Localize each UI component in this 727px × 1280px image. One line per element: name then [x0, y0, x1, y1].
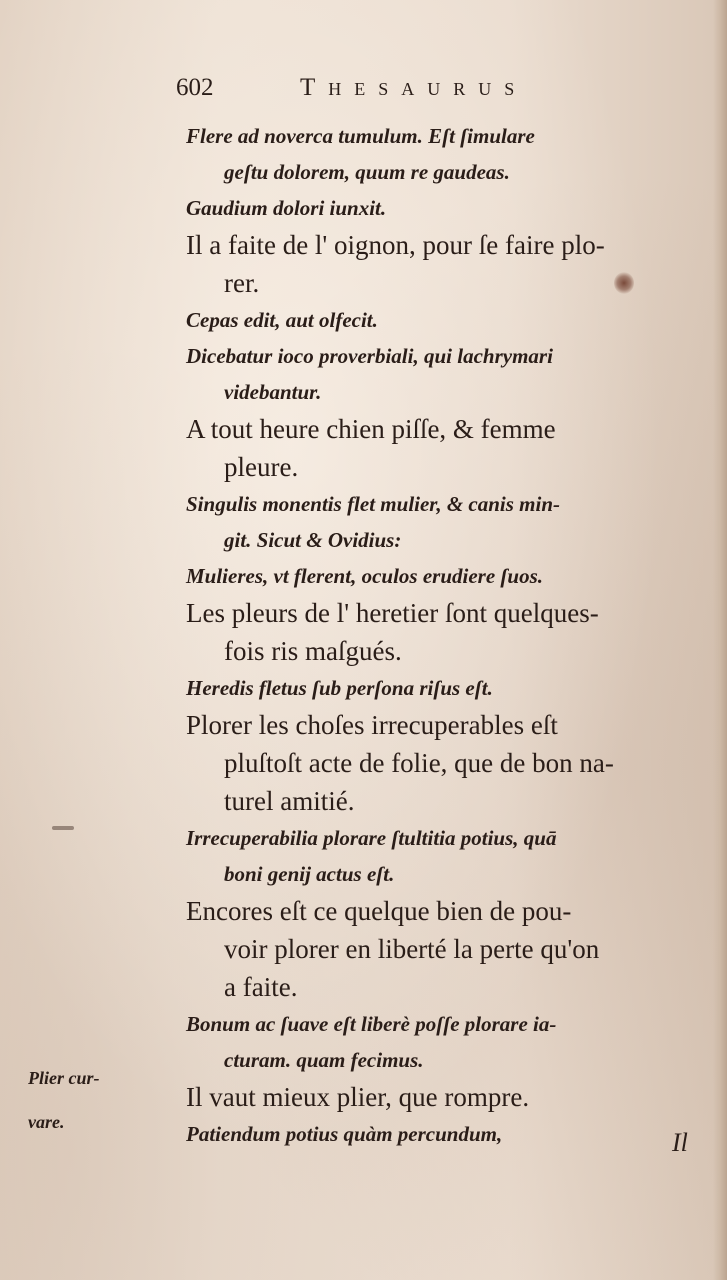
- latin-text-line: git. Sicut & Ovidius:: [224, 528, 402, 552]
- latin-text-line: Flere ad noverca tumulum. Eſt ſimulare: [186, 124, 535, 148]
- margin-note-line-2: vare.: [28, 1112, 65, 1132]
- latin-text-line: Mulieres, vt flerent, oculos erudiere ſuos.: [186, 564, 543, 588]
- french-text-line: voir plorer en liberté la perte qu'on: [224, 934, 600, 964]
- french-text-line: fois ris maſgués.: [224, 636, 402, 666]
- latin-text-line: Gaudium dolori iunxit.: [186, 196, 387, 220]
- latin-text-line: Bonum ac ſuave eſt liberè poſſe plorare ia-: [186, 1012, 557, 1036]
- catchword: Il: [672, 1128, 688, 1157]
- latin-text-line: Patiendum potius quàm percundum,: [186, 1122, 503, 1146]
- latin-text-line: Dicebatur ioco proverbiali, qui lachrymari: [186, 344, 553, 368]
- french-text-line: pluſtoſt acte de folie, que de bon na-: [224, 748, 614, 778]
- body-text: [186, 118, 706, 1152]
- french-text-line: A tout heure chien piſſe, & femme: [186, 414, 556, 444]
- ink-mark: [52, 826, 74, 830]
- french-text-line: Il vaut mieux plier, que rompre.: [186, 1082, 530, 1112]
- french-text-line: pleure.: [224, 452, 299, 482]
- latin-text-line: Heredis fletus ſub perſona riſus eſt.: [186, 676, 493, 700]
- latin-text-line: boni genij actus eſt.: [224, 862, 395, 886]
- page-edge: [713, 0, 727, 1280]
- latin-text-line: Irrecuperabilia plorare ſtultitia potius, quā: [186, 826, 557, 850]
- latin-text-line: videbantur.: [224, 380, 322, 404]
- latin-text-line: cturam. quam fecimus.: [224, 1048, 424, 1072]
- french-text-line: Encores eſt ce quelque bien de pou-: [186, 896, 572, 926]
- page-header: [176, 74, 616, 108]
- french-text-line: rer.: [224, 268, 260, 298]
- french-text-line: Il a faite de l' oignon, pour ſe faire plo-: [186, 230, 605, 260]
- margin-note-line-1: Plier cur-: [28, 1068, 100, 1088]
- running-title: Thesaurus: [300, 74, 528, 101]
- french-text-line: a faite.: [224, 972, 298, 1002]
- latin-text-line: geſtu dolorem, quum re gaudeas.: [224, 160, 510, 184]
- latin-text-line: Singulis monentis flet mulier, & canis min-: [186, 492, 561, 516]
- latin-text-line: Cepas edit, aut olfecit.: [186, 308, 378, 332]
- page-number: 602: [176, 74, 214, 101]
- french-text-line: turel amitié.: [224, 786, 355, 816]
- french-text-line: Plorer les choſes irrecuperables eſt: [186, 710, 558, 740]
- french-text-line: Les pleurs de l' heretier ſont quelques-: [186, 598, 599, 628]
